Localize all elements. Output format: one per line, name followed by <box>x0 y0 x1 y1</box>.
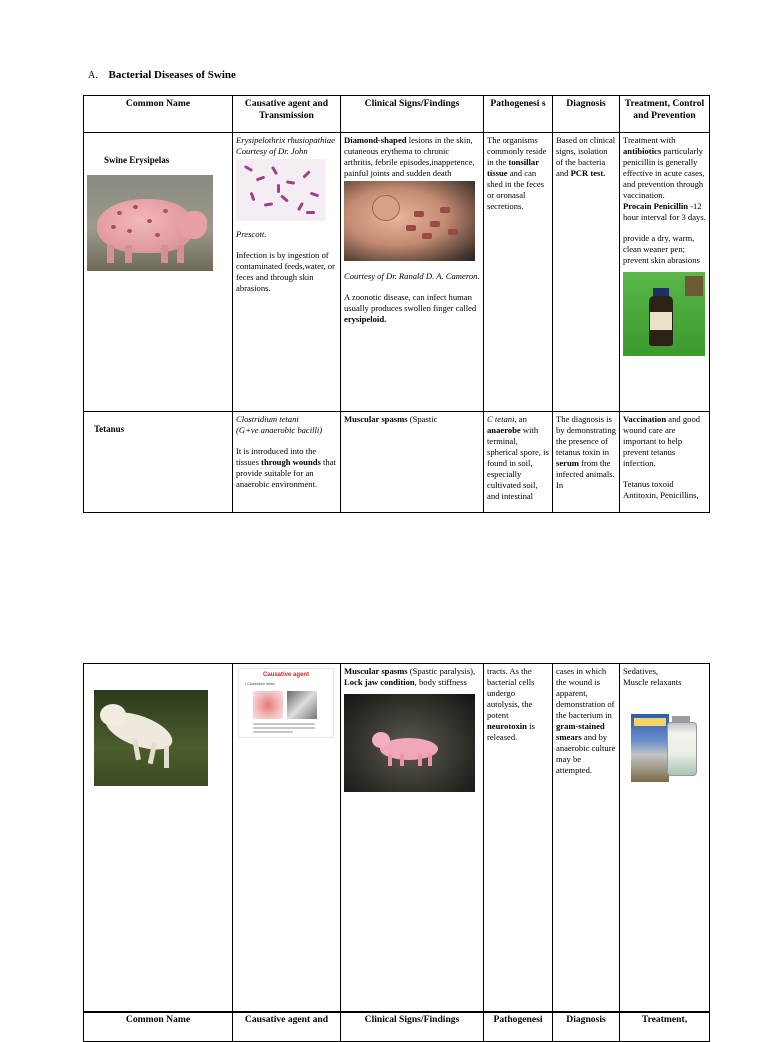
cell-pathogenesis <box>484 664 553 1013</box>
cell-causative-agent <box>233 133 341 412</box>
header-clinical-signs: Clinical Signs/Findings <box>341 96 484 133</box>
cell-treatment <box>620 412 710 513</box>
zoonotic-text: A zoonotic disease, can infect human usually produces swollen finger called erysipeloid. <box>344 292 477 324</box>
cell-clinical-signs <box>341 133 484 412</box>
diseases-table-page3 <box>83 1011 710 1042</box>
header-pathogenesis: Pathogenesi <box>484 1012 553 1042</box>
table-row-tetanus-cont <box>84 664 710 1013</box>
header-diagnosis: Diagnosis <box>553 1012 620 1042</box>
agent-credit: Courtesy of Dr. John <box>236 146 308 156</box>
cell-causative-agent <box>233 412 341 513</box>
tetanus-vaccine-photo <box>627 710 699 782</box>
cell-treatment <box>620 133 710 412</box>
diagnosis-text: The diagnosis is by demonstrating the presence of tetanus toxin in serum from the infected animals. In <box>556 414 616 490</box>
cell-diagnosis <box>553 664 620 1013</box>
section-title: Bacterial Diseases of Swine <box>108 69 236 81</box>
cell-pathogenesis <box>484 133 553 412</box>
table-row-swine-erysipelas <box>84 133 710 412</box>
agent-name: Clostridium tetani <box>236 414 299 424</box>
treatment-text-2: Muscle relaxants <box>623 677 682 687</box>
diseases-table-page1 <box>83 95 710 513</box>
agent-name: Erysipelothrix rhusiopathiae <box>236 135 335 145</box>
header-causative-agent: Causative agent and <box>233 1012 341 1042</box>
agent-note: (G+ve anaerobic bacilli) <box>236 425 323 435</box>
header-common-name: Common Name <box>84 1012 233 1042</box>
slide-bullet: • Clostridium tetani <box>245 682 276 686</box>
signs-text-2: Lock jaw condition, body stiffness <box>344 677 467 687</box>
cell-clinical-signs <box>341 412 484 513</box>
diagnosis-text: Based on clinical signs, isolation of the bacteria and PCR test. <box>556 135 616 178</box>
cell-causative-agent <box>233 664 341 1013</box>
signs-text: Diamond-shaped lesions in the skin, cutaneous erythema to chronic arthritis, febrile episodes,inappetence, painful joints and sudden death <box>344 135 475 178</box>
table-header-row <box>84 96 710 133</box>
cell-diagnosis <box>553 412 620 513</box>
header-treatment: Treatment, <box>620 1012 710 1042</box>
cell-clinical-signs <box>341 664 484 1013</box>
table-row-tetanus <box>84 412 710 513</box>
section-number: A. <box>88 70 98 81</box>
header-diagnosis: Diagnosis <box>553 96 620 133</box>
micrograph-image <box>236 159 326 221</box>
treatment-text-1: Sedatives, <box>623 666 659 676</box>
disease-name: Tetanus <box>94 424 125 434</box>
diseases-table-page2 <box>83 663 710 1013</box>
table-header-row-bottom <box>84 1012 710 1042</box>
skin-lesion-photo <box>344 181 475 261</box>
treatment-husbandry: provide a dry, warm, clean weaner pen; prevent skin abrasions <box>623 233 700 265</box>
header-pathogenesis: Pathogenesi s <box>484 96 553 133</box>
treatment-dose: Procain Penicillin -12 hour interval for 3 days. <box>623 201 706 222</box>
section-heading <box>88 69 236 81</box>
pathogenesis-text: tracts. As the bacterial cells undergo autolysis, the potent neurotoxin is released. <box>487 666 535 742</box>
pathogenesis-text: The organisms commonly reside in the tonsillar tissue and can shed in the feces or oronasal secretions. <box>487 135 547 211</box>
cell-diagnosis <box>553 133 620 412</box>
signs-credit: Courtesy of Dr. Ranald D. A. Cameron. <box>344 271 480 281</box>
agent-credit-cont: Prescott. <box>236 229 267 239</box>
tetanus-spasm-photo <box>344 694 475 792</box>
header-treatment: Treatment, Control and Prevention <box>620 96 710 133</box>
causative-agent-slide-image <box>238 668 334 738</box>
cell-treatment <box>620 664 710 1013</box>
pathogenesis-text: C tetani, an anaerobe with terminal, spherical spore, is found in soil, especially cultivated soil, and intestinal <box>487 414 549 501</box>
treatment-text: Vaccination and good wound care are important to help prevent tetanus infection. <box>623 414 701 468</box>
disease-name: Swine Erysipelas <box>104 155 170 165</box>
cell-common-name <box>84 133 233 412</box>
tetanus-pig-photo <box>94 690 208 786</box>
transmission-text: It is introduced into the tissues through wounds that provide suitable for an anaerobic environment. <box>236 446 336 489</box>
slide-title: Causative agent <box>263 672 310 678</box>
cell-common-name <box>84 664 233 1013</box>
swine-erysipelas-photo <box>87 175 213 271</box>
signs-text: Muscular spasms (Spastic <box>344 414 438 424</box>
cell-common-name <box>84 412 233 513</box>
transmission-text: Infection is by ingestion of contaminated feeds,water, or feces and through skin abrasions. <box>236 250 335 293</box>
header-common-name: Common Name <box>84 96 233 133</box>
diagnosis-text: cases in which the wound is apparent, demonstration of the bacterium in gram-stained smears and by anaerobic culture may be attempted. <box>556 666 616 775</box>
header-causative-agent: Causative agent and Transmission <box>233 96 341 133</box>
header-clinical-signs: Clinical Signs/Findings <box>341 1012 484 1042</box>
cell-pathogenesis <box>484 412 553 513</box>
signs-text: Muscular spasms (Spastic paralysis), <box>344 666 476 676</box>
treatment-drugs: Tetanus toxoid Antitoxin, Penicillins, <box>623 479 699 500</box>
treatment-text: Treatment with antibiotics particularly penicillin is generally effective in acute cases, and prevention through vaccination. <box>623 135 705 200</box>
penicillin-vial-photo <box>623 272 705 356</box>
